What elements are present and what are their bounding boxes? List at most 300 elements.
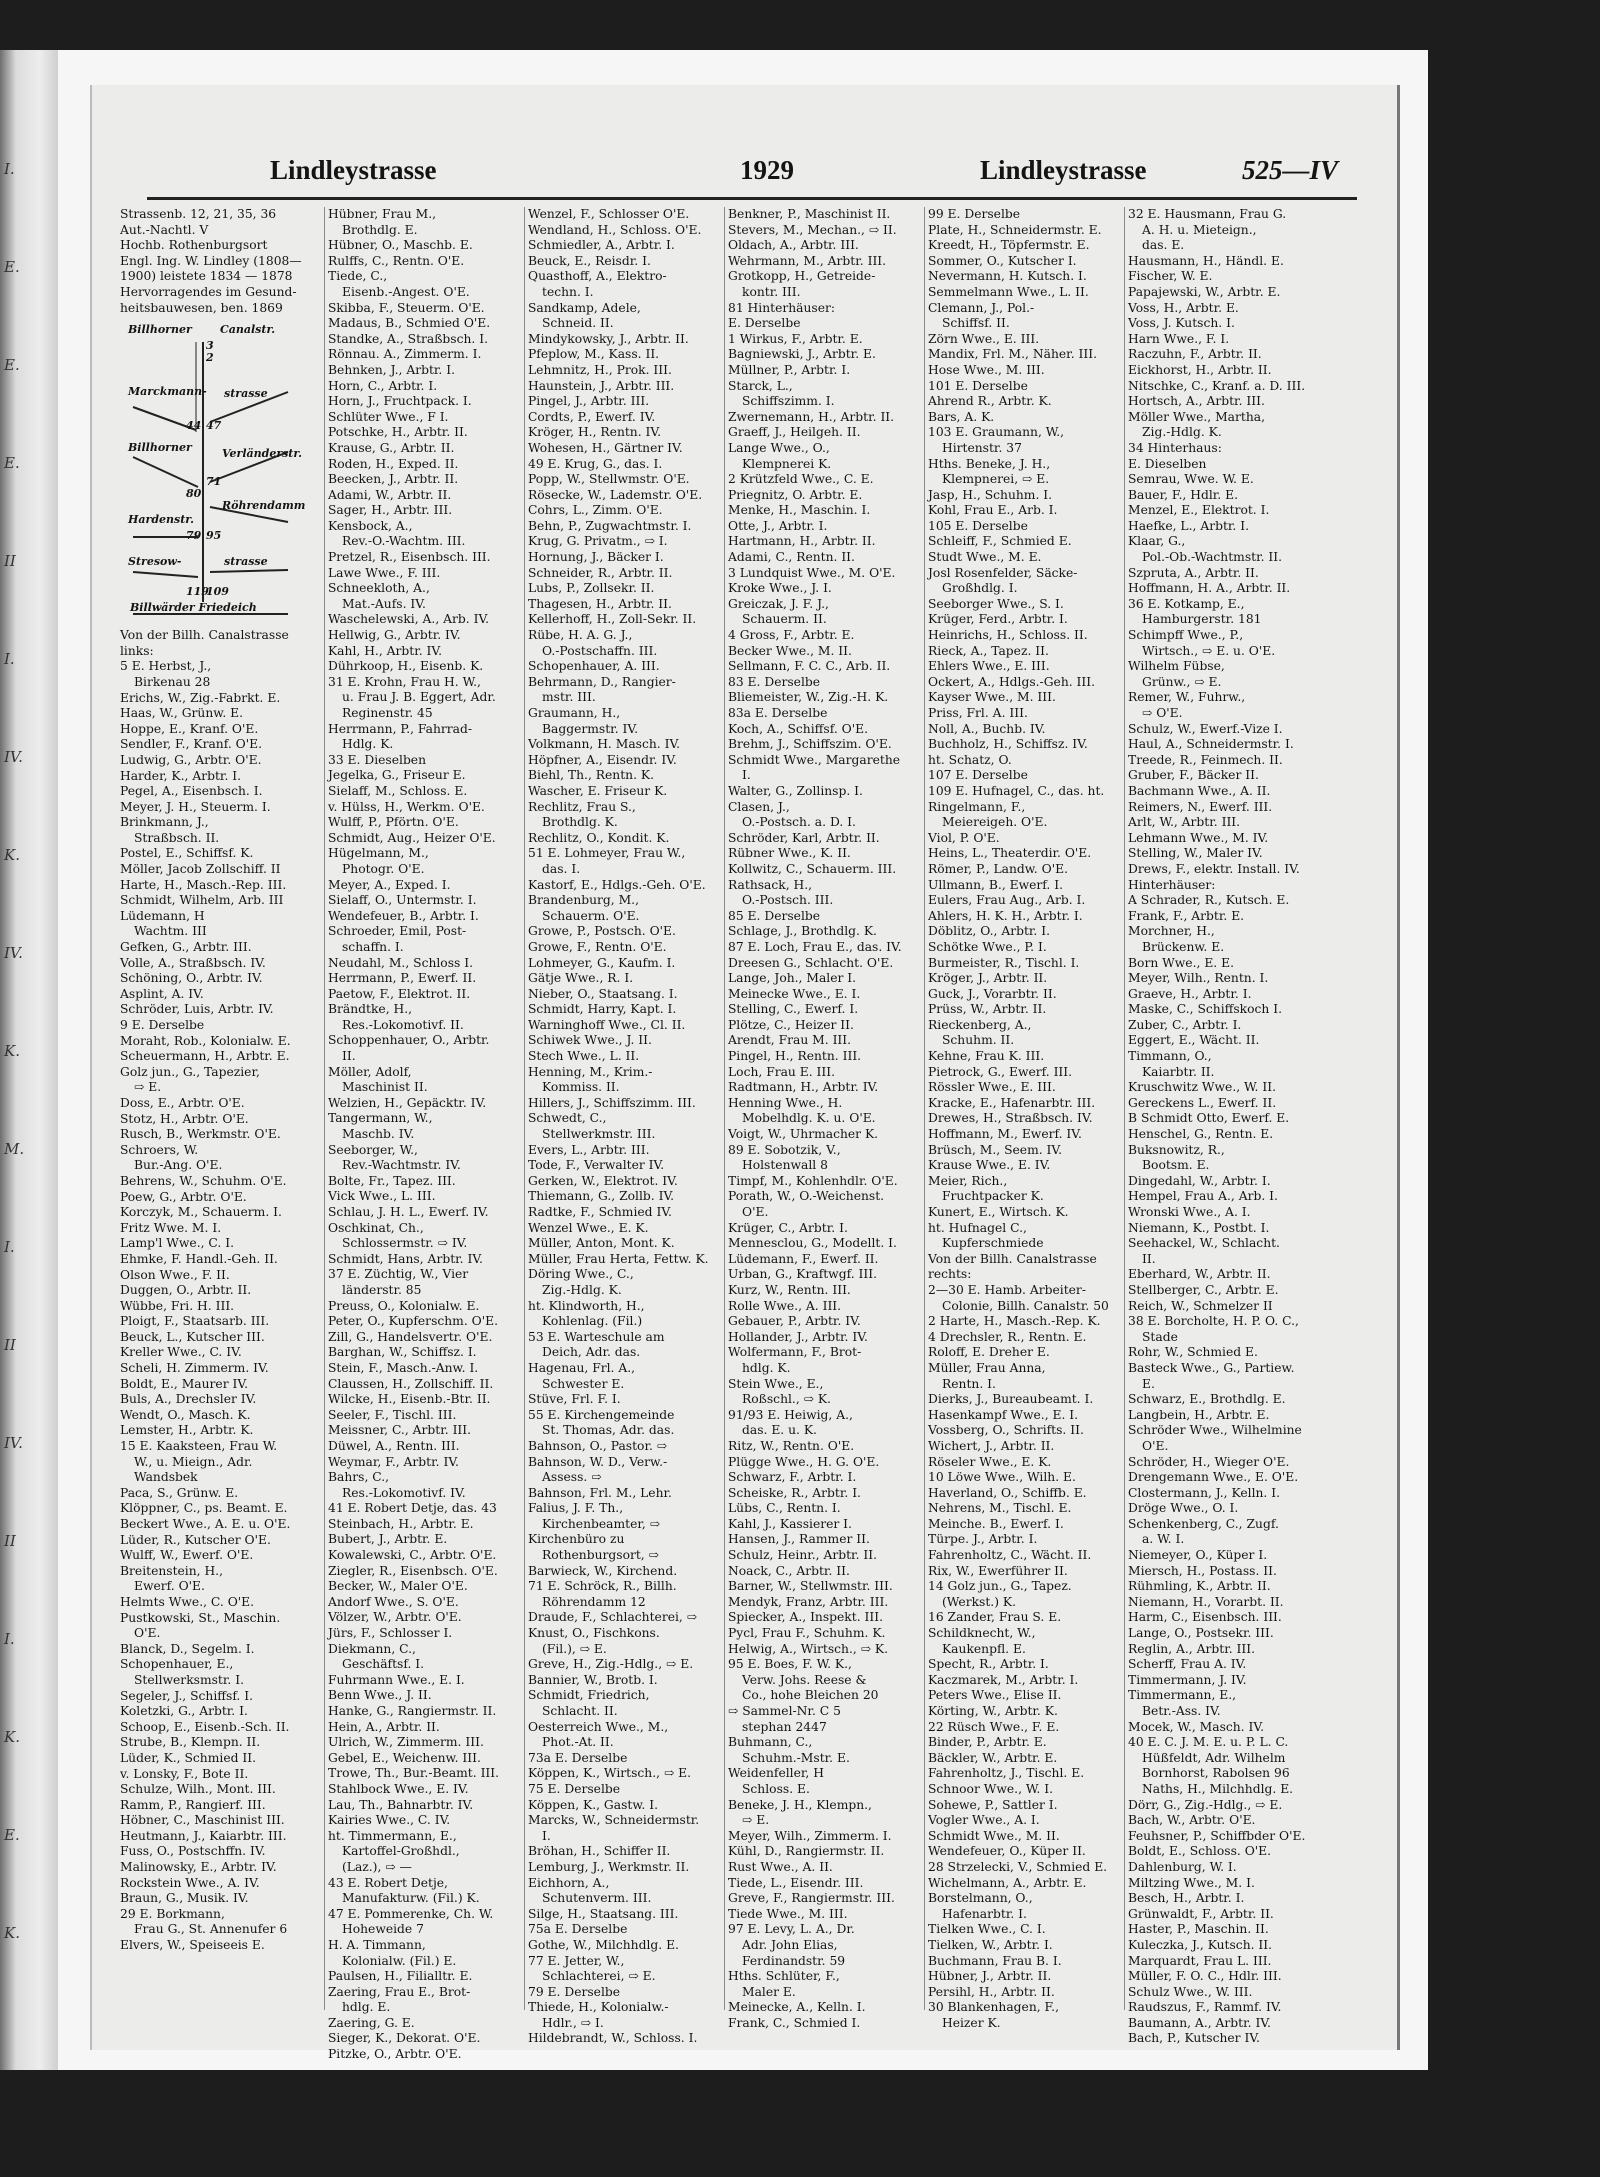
- directory-entry: Prüss, W., Arbtr. II.: [928, 1002, 1047, 1017]
- directory-entry: Hths. Schlüter, F.,: [728, 1969, 840, 1984]
- directory-entry: Persihl, H., Arbtr. II.: [928, 1984, 1055, 1999]
- column-6: [1128, 207, 1356, 2046]
- directory-entry: Schopenhauer, A. III.: [528, 659, 660, 674]
- directory-entry: 109 E. Hufnagel, C., das. ht.: [928, 783, 1105, 798]
- directory-entry: Maschinist II.: [342, 1080, 428, 1095]
- directory-entry: Heutmann, J., Kaiarbtr. III.: [120, 1828, 287, 1843]
- directory-entry: Kroke Wwe., J. I.: [728, 581, 832, 596]
- directory-entry: Ziegler, R., Eisenbsch. O'E.: [328, 1563, 498, 1578]
- directory-entry: Miersch, H., Postass. II.: [1128, 1563, 1277, 1578]
- directory-entry: Gereckens L., Ewerf. II.: [1128, 1095, 1277, 1110]
- directory-entry: Voss, H., Arbtr. E.: [1128, 300, 1239, 315]
- directory-entry: Scheli, H. Zimmerm. IV.: [120, 1361, 269, 1376]
- directory-entry: Adr. John Elias,: [742, 1937, 838, 1952]
- directory-entry: Brehm, J., Schiffszim. O'E.: [728, 737, 892, 752]
- directory-entry: Nitschke, C., Kranf. a. D. III.: [1128, 378, 1306, 393]
- directory-entry: Lemburg, J., Werkmstr. II.: [528, 1859, 690, 1874]
- map-label: Hardenstr.: [128, 513, 194, 527]
- directory-entry: Biehl, Th., Rentn. K.: [528, 768, 654, 783]
- directory-entry: Müller, Anton, Mont. K.: [528, 1236, 675, 1251]
- directory-entry: Stein Wwe., E.,: [728, 1376, 824, 1391]
- margin-fragment: II: [4, 552, 16, 570]
- margin-fragment: I.: [4, 650, 15, 668]
- map-number: 109: [206, 585, 229, 599]
- directory-entry: Wendefeuer, B., Arbtr. I.: [328, 908, 479, 923]
- directory-entry: techn. I.: [542, 284, 594, 299]
- directory-entry: Klöppner, C., ps. Beamt. E.: [120, 1501, 288, 1516]
- directory-entry: 16 Zander, Frau S. E.: [928, 1610, 1062, 1625]
- directory-entry: Fritz Wwe. M. I.: [120, 1220, 222, 1235]
- map-label: Billhorner: [128, 323, 192, 337]
- directory-entry: Horn, J., Fruchtpack. I.: [328, 394, 472, 409]
- directory-entry: Zuber, C., Arbtr. I.: [1128, 1017, 1242, 1032]
- directory-entry: Kaczmarek, M., Arbtr. I.: [928, 1672, 1079, 1687]
- directory-entry: Schneekloth, A.,: [328, 581, 430, 596]
- margin-fragment: IV.: [4, 748, 23, 766]
- directory-entry: Plate, H., Schneidermstr. E.: [928, 222, 1102, 237]
- directory-entry: Roßschl., ⇨ K.: [742, 1392, 831, 1407]
- directory-entry: 101 E. Derselbe: [928, 378, 1028, 393]
- directory-entry: 43 E. Robert Detje,: [328, 1875, 448, 1890]
- directory-entry: Oschkinat, Ch.,: [328, 1220, 424, 1235]
- header-page-number: 525—IV: [1242, 155, 1339, 185]
- directory-entry: Dröge Wwe., O. I.: [1128, 1501, 1239, 1516]
- directory-entry: Starck, L.,: [728, 378, 793, 393]
- directory-entry: Türpe. J., Arbtr. I.: [928, 1532, 1038, 1547]
- directory-entry: Röhrendamm 12: [542, 1594, 646, 1609]
- directory-entry: Cordts, P., Ewerf. IV.: [528, 409, 656, 424]
- directory-entry: Müllner, P., Arbtr. I.: [728, 362, 851, 377]
- directory-entry: Aut.-Nachtl. V: [120, 222, 209, 237]
- header-street-right: Lindleystrasse: [980, 155, 1147, 185]
- directory-entry: Maschb. IV.: [342, 1127, 415, 1142]
- directory-entry: Phot.-At. II.: [542, 1735, 614, 1750]
- directory-entry: 9 E. Derselbe: [120, 1018, 205, 1032]
- directory-entry: Schmiedler, A., Arbtr. I.: [528, 238, 675, 253]
- directory-entry: Pitzke, O., Arbtr. O'E.: [328, 2047, 462, 2062]
- directory-entry: (Werkst.) K.: [942, 1594, 1017, 1609]
- directory-entry: Peters Wwe., Elise II.: [928, 1688, 1062, 1703]
- directory-entry: Wenzel, F., Schlosser O'E.: [528, 207, 690, 221]
- directory-entry: 79 E. Derselbe: [528, 1984, 621, 1999]
- directory-entry: Sielaff, O., Untermstr. I.: [328, 893, 477, 908]
- directory-entry: Arlt, W., Arbtr. III.: [1128, 815, 1241, 830]
- directory-entry: Vogler Wwe., A. I.: [928, 1813, 1040, 1828]
- map-number: 71: [206, 475, 222, 489]
- map-number: 119: [186, 585, 209, 599]
- directory-entry: Moraht, Rob., Kolonialw. E.: [120, 1033, 291, 1048]
- directory-entry: Poew, G., Arbtr. O'E.: [120, 1189, 247, 1204]
- directory-entry: Deich, Adr. das.: [542, 1345, 641, 1360]
- directory-entry: Greiczak, J. F. J.,: [728, 596, 829, 611]
- directory-entry: Draude, F., Schlachterei, ⇨: [528, 1610, 698, 1625]
- directory-entry: 2 Krützfeld Wwe., C. E.: [728, 472, 874, 487]
- directory-entry: Köppen, K., Wirtsch., ⇨ E.: [528, 1766, 692, 1781]
- directory-entry: Boldt, E., Maurer IV.: [120, 1376, 248, 1391]
- map-label: Billwärder Friedeich: [130, 601, 257, 615]
- directory-entry: Bachmann Wwe., A. II.: [1128, 783, 1271, 798]
- directory-entry: 71 E. Schröck, R., Billh.: [528, 1579, 677, 1594]
- directory-entry: Wirtsch., ⇨ E. u. O'E.: [1142, 643, 1276, 658]
- directory-entry: ⇨ E.: [134, 1080, 162, 1095]
- directory-entry: Harm, C., Eisenbsch. III.: [1128, 1610, 1282, 1625]
- directory-entry: Von der Billh. Canalstrasse: [120, 628, 289, 643]
- directory-entry: 36 E. Kotkamp, E.,: [1128, 596, 1245, 611]
- directory-entry: das. E. u. K.: [742, 1423, 817, 1438]
- directory-entry: Sielaff, M., Schloss. E.: [328, 783, 468, 798]
- directory-entry: Haunstein, J., Arbtr. III.: [528, 378, 675, 393]
- directory-entry: Schwester E.: [542, 1376, 625, 1391]
- directory-entry: Hansen, J., Rammer II.: [728, 1532, 870, 1547]
- directory-entry: Sandkamp, Adele,: [528, 300, 641, 315]
- directory-entry: Oesterreich Wwe., M.,: [528, 1719, 669, 1734]
- directory-entry: Röseler Wwe., E. K.: [928, 1454, 1052, 1469]
- directory-entry: links:: [120, 643, 154, 658]
- directory-entry: Rohr, W., Schmied E.: [1128, 1345, 1258, 1360]
- map-number: 47: [206, 419, 222, 433]
- directory-entry: Wichert, J., Arbtr. II.: [928, 1438, 1055, 1453]
- directory-entry: Gothe, W., Milchhdlg. E.: [528, 1937, 679, 1952]
- margin-fragment: II: [4, 1532, 16, 1550]
- directory-entry: H. A. Timmann,: [328, 1937, 426, 1952]
- directory-entry: 95 E. Boes, F. W. K.,: [728, 1657, 852, 1672]
- column-divider: [1124, 207, 1125, 2010]
- directory-entry: Preuss, O., Kolonialw. E.: [328, 1298, 480, 1313]
- directory-entry: Behrmann, D., Rangier-: [528, 674, 676, 689]
- directory-entry: Dierks, J., Bureaubeamt. I.: [928, 1392, 1094, 1407]
- map-label: strasse: [224, 387, 268, 401]
- directory-entry: Bootsm. E.: [1142, 1158, 1210, 1173]
- directory-entry: Priss, Frl. A. III.: [928, 706, 1028, 720]
- directory-entry: Ockert, A., Hdlgs.-Geh. III.: [928, 674, 1096, 689]
- directory-entry: Beuck, E., Reisdr. I.: [528, 253, 651, 268]
- directory-entry: Colonie, Billh. Canalstr. 50: [942, 1298, 1109, 1313]
- directory-entry: I.: [542, 1828, 551, 1843]
- directory-entry: Verw. Johs. Reese &: [742, 1672, 867, 1687]
- directory-entry: Krause Wwe., E. IV.: [928, 1158, 1051, 1173]
- directory-entry: Asplint, A. IV.: [120, 986, 204, 1001]
- directory-entry: Sager, H., Arbtr. III.: [328, 503, 453, 518]
- directory-entry: Beckert Wwe., A. E. u. O'E.: [120, 1517, 291, 1531]
- directory-entry: Clostermann, J., Kelln. I.: [1128, 1485, 1281, 1500]
- directory-entry: Hafenarbtr. I.: [942, 1906, 1027, 1921]
- directory-entry: Guck, J., Vorarbtr. II.: [928, 986, 1057, 1001]
- directory-entry: Paulsen, H., Filialltr. E.: [328, 1969, 473, 1984]
- directory-entry: a. W. I.: [1142, 1532, 1185, 1547]
- directory-entry: 73a E. Derselbe: [528, 1750, 628, 1765]
- directory-entry: Schoop, E., Eisenb.-Sch. II.: [120, 1719, 290, 1734]
- directory-entry: Bur.-Ang. O'E.: [134, 1158, 223, 1173]
- directory-entry: Bahnson, Frl. M., Lehr.: [528, 1485, 672, 1500]
- directory-entry: Schimpff Wwe., P.,: [1128, 628, 1244, 643]
- directory-entry: Rechlitz, O., Kondit. K.: [528, 830, 670, 845]
- margin-fragment: K.: [4, 846, 20, 864]
- directory-entry: Möller, Jacob Zollschiff. II: [120, 862, 281, 877]
- directory-entry: Höpfner, A., Eisendr. IV.: [528, 752, 677, 767]
- margin-fragment: E.: [4, 356, 20, 374]
- directory-entry: Morchner, H.,: [1128, 924, 1215, 939]
- directory-entry: Schauerm. O'E.: [542, 908, 640, 923]
- directory-entry: Lübs, C., Rentn. I.: [728, 1501, 841, 1516]
- directory-entry: Photogr. O'E.: [342, 861, 425, 876]
- directory-entry: Hornung, J., Bäcker I.: [528, 550, 664, 565]
- directory-entry: Kensbock, A.,: [328, 518, 413, 533]
- directory-entry: Boldt, E., Schloss. O'E.: [1128, 1844, 1272, 1859]
- directory-entry: Growe, P., Postsch. O'E.: [528, 924, 676, 939]
- map-label: Canalstr.: [220, 323, 276, 337]
- directory-entry: Clasen, J.,: [728, 799, 790, 814]
- directory-entry: Hügelmann, M.,: [328, 846, 429, 861]
- directory-entry: Beuck, L., Kutscher III.: [120, 1329, 265, 1344]
- directory-entry: Kühl, D., Rangiermstr. II.: [728, 1844, 885, 1859]
- directory-entry: Haefke, L., Arbtr. I.: [1128, 518, 1250, 533]
- directory-entry: Drews, F., elektr. Install. IV.: [1128, 861, 1300, 876]
- directory-entry: Hose Wwe., M. III.: [928, 362, 1045, 377]
- directory-entry: 37 E. Züchtig, W., Vier: [328, 1267, 469, 1282]
- directory-entry: Hoffmann, M., Ewerf. IV.: [928, 1127, 1082, 1142]
- directory-entry: Lange, O., Postsekr. III.: [1128, 1626, 1274, 1641]
- directory-entry: Lüder, K., Schmied II.: [120, 1750, 256, 1765]
- directory-entry: Stelling, W., Maler IV.: [1128, 846, 1263, 861]
- directory-entry: Stüve, Frl. F. I.: [528, 1392, 621, 1407]
- directory-entry: Lohmeyer, G., Kaufm. I.: [528, 955, 676, 970]
- directory-entry: Schiffsf. II.: [942, 316, 1010, 331]
- directory-entry: Oldach, A., Arbtr. III.: [728, 238, 859, 253]
- directory-entry: Zig.-Hdlg. K.: [542, 1282, 622, 1297]
- directory-entry: Reimers, N., Ewerf. III.: [1128, 799, 1273, 814]
- directory-entry: Adami, C., Rentn. II.: [728, 550, 855, 565]
- directory-entry: (Laz.), ⇨ —: [342, 1859, 412, 1874]
- directory-entry: Kommiss. II.: [542, 1080, 620, 1095]
- directory-entry: Kreller Wwe., C. IV.: [120, 1345, 242, 1360]
- margin-fragment: IV.: [4, 944, 23, 962]
- directory-entry: Quasthoff, A., Elektro-: [528, 269, 667, 284]
- directory-entry: Rübe, H. A. G. J.,: [528, 628, 633, 643]
- directory-entry: Binder, P., Arbtr. E.: [928, 1735, 1047, 1750]
- directory-entry: Henning Wwe., H.: [728, 1095, 843, 1110]
- directory-entry: Ahrend R., Arbtr. K.: [928, 394, 1052, 409]
- directory-entry: ⇨ Sammel-Nr. C 5: [728, 1704, 841, 1718]
- directory-entry: Meyer, J. H., Steuerm. I.: [120, 799, 271, 814]
- directory-entry: Braun, G., Musik. IV.: [120, 1891, 249, 1906]
- directory-entry: Dührkoop, H., Eisenb. K.: [328, 659, 484, 674]
- directory-entry: Schöning, O., Arbtr. IV.: [120, 971, 263, 986]
- directory-entry: Krüger, C., Arbtr. I.: [728, 1220, 848, 1235]
- directory-entry: Pfeplow, M., Kass. II.: [528, 347, 660, 362]
- directory-entry: Benkner, P., Maschinist II.: [728, 207, 891, 221]
- directory-entry: Volle, A., Straßbsch. IV.: [120, 955, 266, 970]
- directory-entry: Baggermstr. IV.: [542, 721, 639, 736]
- directory-entry: das. E.: [1142, 238, 1185, 253]
- directory-entry: Wenzel Wwe., E. K.: [528, 1220, 649, 1235]
- directory-entry: 97 E. Levy, L. A., Dr.: [728, 1922, 855, 1937]
- directory-entry: Eggert, E., Wächt. II.: [1128, 1033, 1260, 1048]
- directory-entry: Korczyk, M., Schauerm. I.: [120, 1205, 282, 1220]
- directory-entry: 32 E. Hausmann, Frau G.: [1128, 207, 1287, 221]
- directory-entry: Silge, H., Staatsang. III.: [528, 1906, 679, 1921]
- directory-entry: Graumann, H.,: [528, 706, 621, 720]
- directory-entry: Schutenverm. III.: [542, 1891, 652, 1906]
- directory-entry: Schulz Wwe., W. III.: [1128, 1984, 1253, 1999]
- directory-entry: Plötze, C., Heizer II.: [728, 1017, 854, 1032]
- directory-entry: Gebauer, P., Arbtr. IV.: [728, 1314, 861, 1329]
- directory-entry: Niemeyer, O., Küper I.: [1128, 1548, 1268, 1563]
- header-year: 1929: [740, 155, 794, 185]
- directory-entry: Sohewe, P., Sattler I.: [928, 1797, 1058, 1812]
- directory-entry: Döring Wwe., C.,: [528, 1267, 634, 1282]
- directory-entry: Schiwek Wwe., J. II.: [528, 1033, 652, 1048]
- directory-entry: schaffn. I.: [342, 939, 404, 954]
- directory-entry: Growe, F., Rentn. O'E.: [528, 939, 667, 954]
- directory-entry: 107 E. Derselbe: [928, 768, 1028, 783]
- directory-entry: Schmidt, Aug., Heizer O'E.: [328, 830, 496, 845]
- directory-entry: Rev.-Wachtmstr. IV.: [342, 1158, 461, 1173]
- directory-entry: Fischer, W. E.: [1128, 269, 1213, 284]
- directory-entry: Schiffszimm. I.: [742, 394, 835, 409]
- directory-entry: Stevers, M., Mechan., ⇨ II.: [728, 222, 897, 237]
- directory-entry: Horn, C., Arbtr. I.: [328, 378, 438, 393]
- directory-entry: Köppen, K., Gastw. I.: [528, 1797, 658, 1812]
- directory-entry: Behrens, W., Schuhm. O'E.: [120, 1173, 287, 1188]
- directory-entry: Erichs, W., Zig.-Fabrkt. E.: [120, 690, 281, 705]
- directory-entry: Schlage, J., Brothdlg. K.: [728, 924, 877, 939]
- directory-entry: Arendt, Frau M. III.: [728, 1033, 852, 1048]
- directory-entry: Kaukenpfl. E.: [942, 1641, 1026, 1656]
- directory-entry: Schlossermstr. ⇨ IV.: [342, 1236, 468, 1251]
- directory-entry: Schuhm.-Mstr. E.: [742, 1750, 850, 1765]
- directory-entry: Basteck Wwe., G., Partiew.: [1128, 1360, 1295, 1375]
- directory-entry: Ehmke, F. Handl.-Geh. II.: [120, 1251, 278, 1266]
- directory-entry: Tielken Wwe., C. I.: [928, 1922, 1046, 1937]
- directory-entry: Menzel, E., Elektrot. I.: [1128, 503, 1270, 518]
- directory-entry: Hanke, G., Rangiermstr. II.: [328, 1704, 497, 1718]
- directory-entry: Langbein, H., Arbtr. E.: [1128, 1407, 1270, 1422]
- directory-entry: Blanck, D., Segelm. I.: [120, 1641, 255, 1656]
- directory-entry: Gebel, E., Weichenw. III.: [328, 1750, 481, 1765]
- directory-entry: Knust, O., Fischkons.: [528, 1626, 660, 1641]
- directory-entry: Hempel, Frau A., Arb. I.: [1128, 1189, 1278, 1204]
- directory-entry: Lüdemann, F., Ewerf. II.: [728, 1251, 879, 1266]
- directory-entry: Tiede, L., Eisendr. III.: [728, 1875, 864, 1890]
- directory-entry: Walter, G., Zollinsp. I.: [728, 783, 863, 798]
- directory-entry: Rulffs, C., Rentn. O'E.: [328, 253, 465, 268]
- directory-entry: II.: [342, 1049, 356, 1064]
- directory-entry: Tangermann, W.,: [328, 1111, 433, 1126]
- directory-entry: 51 E. Lohmeyer, Frau W.,: [528, 846, 686, 861]
- directory-entry: Ramm, P., Rangierf. III.: [120, 1797, 266, 1812]
- directory-entry: Bäckler, W., Arbtr. E.: [928, 1750, 1058, 1765]
- directory-entry: Timmermann, E.,: [1128, 1688, 1237, 1703]
- directory-entry: 2 Harte, H., Masch.-Rep. K.: [928, 1314, 1101, 1329]
- directory-entry: Lange, Joh., Maler I.: [728, 971, 857, 986]
- directory-entry: Stellberger, C., Arbtr. E.: [1128, 1282, 1279, 1297]
- directory-entry: Seeborger, W.,: [328, 1142, 418, 1157]
- directory-entry: Lange Wwe., O.,: [728, 440, 830, 455]
- map-label: Billhorner: [128, 441, 192, 455]
- directory-entry: Kruschwitz Wwe., W. II.: [1128, 1080, 1276, 1095]
- directory-entry: 4 Drechsler, R., Rentn. E.: [928, 1329, 1087, 1344]
- directory-entry: Thiede, H., Kolonialw.-: [528, 2000, 669, 2015]
- directory-entry: Schildknecht, W.,: [928, 1626, 1036, 1641]
- directory-entry: Schmidt Wwe., Margarethe: [728, 752, 901, 767]
- directory-entry: Hoffmann, H. A., Arbtr. II.: [1128, 581, 1291, 596]
- directory-entry: Papajewski, W., Arbtr. E.: [1128, 284, 1281, 299]
- directory-entry: Hartmann, H., Arbtr. II.: [728, 534, 876, 549]
- directory-entry: Maler E.: [742, 1984, 796, 1999]
- directory-entry: Hdlr., ⇨ I.: [542, 2015, 604, 2030]
- directory-entry: Mat.-Aufs. IV.: [342, 596, 426, 611]
- directory-entry: O'E.: [742, 1205, 769, 1219]
- directory-entry: Müller, Frau Anna,: [928, 1360, 1046, 1375]
- directory-entry: Engl. Ing. W. Lindley (1808—: [120, 253, 302, 268]
- directory-entry: Brothdlg. K.: [542, 815, 618, 830]
- directory-entry: Maske, C., Schiffskoch I.: [1128, 1002, 1283, 1017]
- directory-entry: Grotkopp, H., Getreide-: [728, 269, 876, 284]
- directory-entry: Sendler, F., Kranf. O'E.: [120, 737, 262, 752]
- directory-entry: Kastorf, E., Hdlgs.-Geh. O'E.: [528, 877, 706, 892]
- directory-entry: Scherff, Frau A. IV.: [1128, 1657, 1247, 1672]
- directory-entry: Rusch, B., Werkmstr. O'E.: [120, 1127, 281, 1142]
- directory-entry: E.: [1142, 1376, 1155, 1391]
- directory-entry: Zill, G., Handelsvertr. O'E.: [328, 1329, 493, 1344]
- directory-entry: Kaiarbtr. II.: [1142, 1064, 1215, 1079]
- directory-entry: Grünw., ⇨ E.: [1142, 674, 1222, 689]
- directory-entry: Segeler, J., Schiffsf. I.: [120, 1688, 254, 1703]
- directory-entry: Lehmann Wwe., M. IV.: [1128, 830, 1269, 845]
- directory-entry: Stellwerksmstr. I.: [134, 1672, 244, 1687]
- directory-entry: Harte, H., Masch.-Rep. III.: [120, 877, 287, 892]
- directory-entry: Krüger, Ferd., Arbtr. I.: [928, 612, 1068, 627]
- directory-entry: Meinecke Wwe., E. I.: [728, 986, 861, 1001]
- directory-entry: Stade: [1142, 1329, 1178, 1344]
- directory-entry: Borstelmann, O.,: [928, 1891, 1033, 1906]
- directory-entry: Hausmann, H., Händl. E.: [1128, 253, 1284, 268]
- directory-entry: Heinrichs, H., Schloss. II.: [928, 628, 1088, 643]
- directory-entry: E. Dieselben: [1128, 456, 1207, 471]
- directory-entry: Kupferschmiede: [942, 1236, 1044, 1251]
- directory-entry: Schenkenberg, C., Zugf.: [1128, 1516, 1279, 1531]
- directory-entry: Weidenfeller, H: [728, 1766, 824, 1781]
- directory-entry: Körting, W., Arbtr. K.: [928, 1704, 1058, 1718]
- directory-entry: Pretzel, R., Eisenbsch. III.: [328, 550, 491, 565]
- directory-entry: Jasp, H., Schuhm. I.: [928, 487, 1053, 502]
- directory-entry: Hoppe, E., Kranf. O'E.: [120, 721, 259, 736]
- directory-entry: Kohl, Frau E., Arb. I.: [928, 503, 1058, 518]
- directory-entry: ht. Klindworth, H.,: [528, 1298, 645, 1313]
- directory-entry: Greve, H., Zig.-Hdlg., ⇨ E.: [528, 1657, 694, 1672]
- directory-entry: Frank, C., Schmied I.: [728, 2015, 861, 2030]
- directory-entry: Möller Wwe., Martha,: [1128, 409, 1265, 424]
- directory-entry: 75a E. Derselbe: [528, 1922, 628, 1937]
- directory-entry: Brändtke, H.,: [328, 1002, 413, 1017]
- directory-entry: Timmann, O.,: [1128, 1049, 1212, 1064]
- map-label: strasse: [224, 555, 268, 569]
- directory-entry: Barner, W., Stellwmstr. III.: [728, 1579, 893, 1594]
- directory-entry: Frank, F., Arbtr. E.: [1128, 908, 1245, 923]
- directory-entry: Hübner, O., Maschb. E.: [328, 238, 473, 253]
- directory-entry: Stotz, H., Arbtr. O'E.: [120, 1111, 249, 1126]
- directory-entry: Hübner, J., Arbtr. II.: [928, 1969, 1052, 1984]
- directory-entry: Bornhorst, Rabolsen 96: [1142, 1766, 1290, 1781]
- directory-entry: Henschel, G., Rentn. E.: [1128, 1127, 1274, 1142]
- directory-entry: Schlacht. II.: [542, 1704, 618, 1718]
- directory-entry: Meier, Rich.,: [928, 1173, 1008, 1188]
- directory-entry: Rieck, A., Tapez. II.: [928, 643, 1049, 658]
- directory-entry: E. Derselbe: [728, 316, 801, 331]
- directory-entry: ht. Timmermann, E.,: [328, 1828, 457, 1843]
- directory-entry: Eisenb.-Angest. O'E.: [342, 284, 470, 299]
- directory-entry: Schleiff, F., Schmied E.: [928, 534, 1072, 549]
